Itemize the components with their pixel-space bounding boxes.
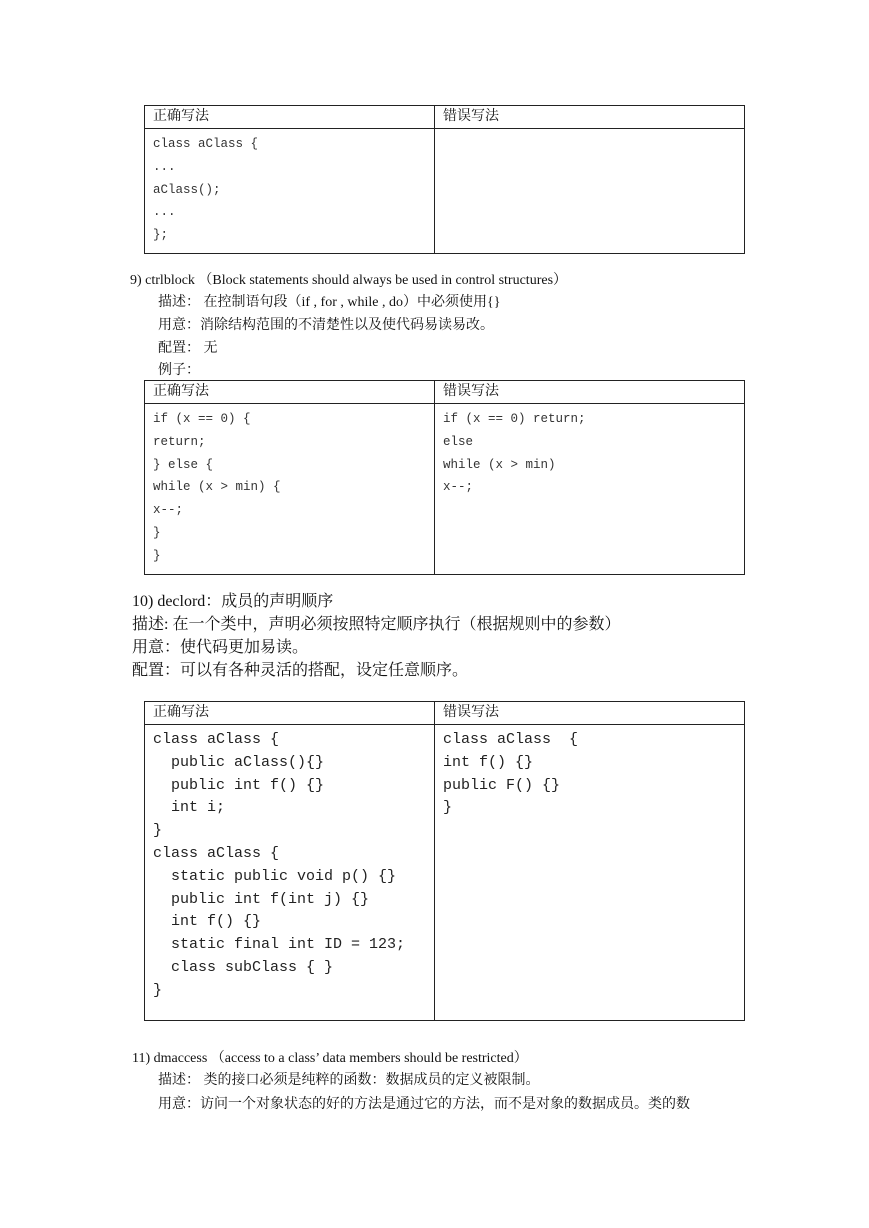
- code-line: }: [153, 525, 161, 540]
- code-line: }: [153, 548, 161, 563]
- code-line: }: [153, 822, 163, 840]
- code-line: public aClass(){}: [153, 753, 325, 771]
- code-line: while (x > min): [443, 457, 556, 472]
- section11-title: 11) dmaccess （access to a class’ data members should be restricted）: [132, 1051, 528, 1066]
- header-correct: 正确写法: [145, 106, 435, 129]
- code-line: public F() {}: [443, 776, 561, 794]
- table-ctrlblock: [144, 380, 745, 575]
- section9-config: 配置： 无: [158, 341, 218, 356]
- code-line: };: [153, 228, 169, 243]
- code-line: class aClass {: [443, 731, 579, 748]
- section10-config: 配置：可以有各种灵活的搭配，设定任意顺序。: [132, 662, 469, 679]
- code-line: int f() {}: [443, 753, 534, 771]
- code-line: static final int ID = 123;: [153, 936, 406, 954]
- section10-purpose: 用意：使代码更加易读。: [132, 639, 309, 656]
- section9-purpose: 用意：消除结构范围的不清楚性以及使代码易读易改。: [158, 318, 494, 333]
- section11-desc: 描述： 类的接口必须是纯粹的函数：数据成员的定义被限制。: [158, 1073, 540, 1088]
- code-line: if (x == 0) return;: [443, 412, 586, 426]
- code-line: ...: [153, 205, 176, 220]
- code-line: if (x == 0) {: [153, 412, 251, 426]
- section10-desc: 描述: 在一个类中，声明必须按照特定顺序执行（根据规则中的参数）: [132, 616, 621, 633]
- code-line: class aClass {: [153, 731, 280, 748]
- header-wrong: 错误写法: [435, 381, 745, 404]
- code-line: return;: [153, 434, 206, 449]
- code-line: aClass();: [153, 182, 221, 197]
- code-line: int i;: [153, 799, 226, 817]
- code-line: int f() {}: [153, 913, 262, 931]
- section9-example-label: 例子：: [158, 363, 200, 378]
- section10-title: 10) declord：成员的声明顺序: [132, 593, 334, 610]
- wrong-code-cell: [435, 725, 745, 1021]
- section11-purpose: 用意：访问一个对象状态的好的方法是通过它的方法，而不是对象的数据成员。类的数: [158, 1097, 690, 1112]
- header-correct: 正确写法: [145, 702, 435, 725]
- code-line: }: [153, 981, 163, 999]
- section9-desc: 描述： 在控制语句段（if , for , while , do）中必须使用{}: [158, 295, 501, 310]
- code-line: }: [443, 799, 453, 817]
- correct-code-cell: [145, 129, 435, 254]
- code-line: public int f() {}: [153, 776, 325, 794]
- wrong-code-cell: [435, 404, 745, 575]
- section9-title: 9) ctrlblock （Block statements should always be used in control structures）: [130, 273, 568, 288]
- code-line: while (x > min) {: [153, 480, 281, 495]
- code-line: else: [443, 434, 474, 449]
- code-line: static public void p() {}: [153, 867, 397, 885]
- table-declord: [144, 701, 745, 1021]
- header-wrong: 错误写法: [435, 106, 745, 129]
- code-line: class subClass { }: [153, 958, 334, 976]
- wrong-code-cell: [435, 129, 745, 254]
- code-line: x--;: [153, 503, 184, 518]
- code-line: class aClass {: [153, 137, 259, 151]
- code-line: public int f(int j) {}: [153, 890, 370, 908]
- code-line: class aClass {: [153, 844, 280, 862]
- code-line: } else {: [153, 457, 214, 472]
- correct-code-cell: [145, 725, 435, 1021]
- header-correct: 正确写法: [145, 381, 435, 404]
- correct-code-cell: [145, 404, 435, 575]
- header-wrong: 错误写法: [435, 702, 745, 725]
- table-class-constructor: [144, 105, 745, 254]
- code-line: x--;: [443, 480, 474, 495]
- code-line: ...: [153, 159, 176, 174]
